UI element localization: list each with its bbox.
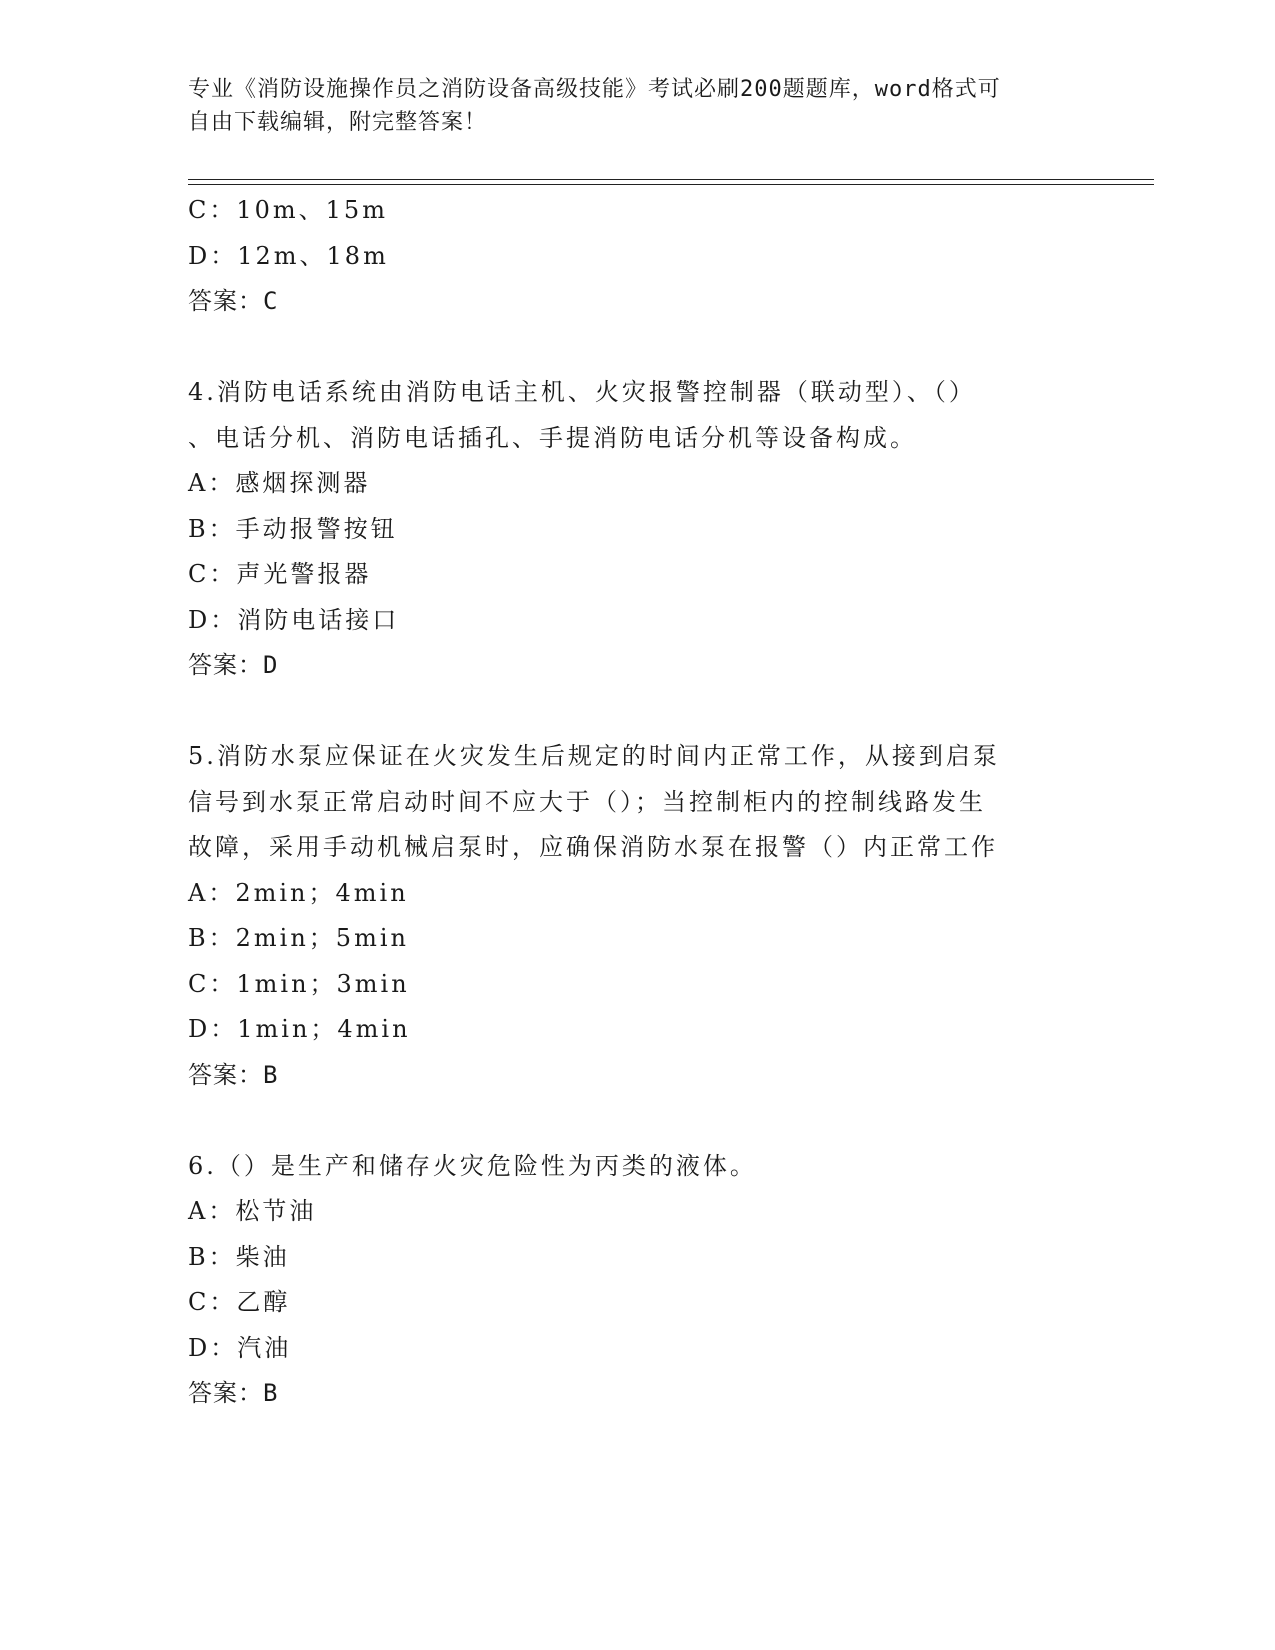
question-text-line: 、电话分机、消防电话插孔、手提消防电话分机等设备构成。	[188, 423, 917, 452]
question-text-line: 4.消防电话系统由消防电话主机、火灾报警控制器（联动型）、（）	[188, 378, 976, 406]
option-a: A：2min；4min	[188, 878, 409, 907]
question-5	[188, 734, 1088, 1098]
question-text-line: 6.（）是生产和储存火灾危险性为丙类的液体。	[188, 1151, 757, 1180]
answer-line: 答案：C	[188, 287, 279, 315]
answer-line: 答案：B	[188, 1060, 279, 1089]
previous-question-tail	[188, 188, 1088, 325]
option-d: D：12m、18m	[188, 241, 389, 270]
option-b: B：2min；5min	[188, 924, 409, 952]
option-a: A：松节油	[188, 1197, 317, 1225]
option-c: C：乙醇	[188, 1288, 291, 1316]
option-b: B：手动报警按钮	[188, 514, 398, 543]
option-d: D：消防电话接口	[188, 605, 400, 634]
document-body	[188, 188, 1088, 1417]
header-divider-top	[188, 179, 1154, 180]
question-6	[188, 1144, 1088, 1417]
question-text-line: 5.消防水泵应保证在火灾发生后规定的时间内正常工作，从接到启泵	[188, 742, 1000, 770]
option-c: C：声光警报器	[188, 560, 372, 588]
document-header	[188, 73, 1088, 139]
option-d: D：汽油	[188, 1333, 292, 1362]
header-divider-bottom	[188, 184, 1154, 185]
question-text-line: 信号到水泵正常启动时间不应大于（）；当控制柜内的控制线路发生	[188, 787, 986, 816]
option-c: C：10m、15m	[188, 196, 388, 224]
answer-line: 答案：D	[188, 651, 279, 679]
option-c: C：1min；3min	[188, 969, 410, 998]
answer-line: 答案：B	[188, 1379, 279, 1407]
option-d: D：1min；4min	[188, 1015, 411, 1043]
header-line-2: 自由下载编辑，附完整答案！	[188, 110, 488, 135]
question-4	[188, 370, 1088, 689]
question-text-line: 故障，采用手动机械启泵时，应确保消防水泵在报警（）内正常工作	[188, 833, 998, 861]
option-b: B：柴油	[188, 1242, 290, 1271]
header-line-1: 专业《消防设施操作员之消防设备高级技能》考试必刷200题题库，word格式可	[188, 77, 1001, 102]
option-a: A：感烟探测器	[188, 469, 371, 497]
